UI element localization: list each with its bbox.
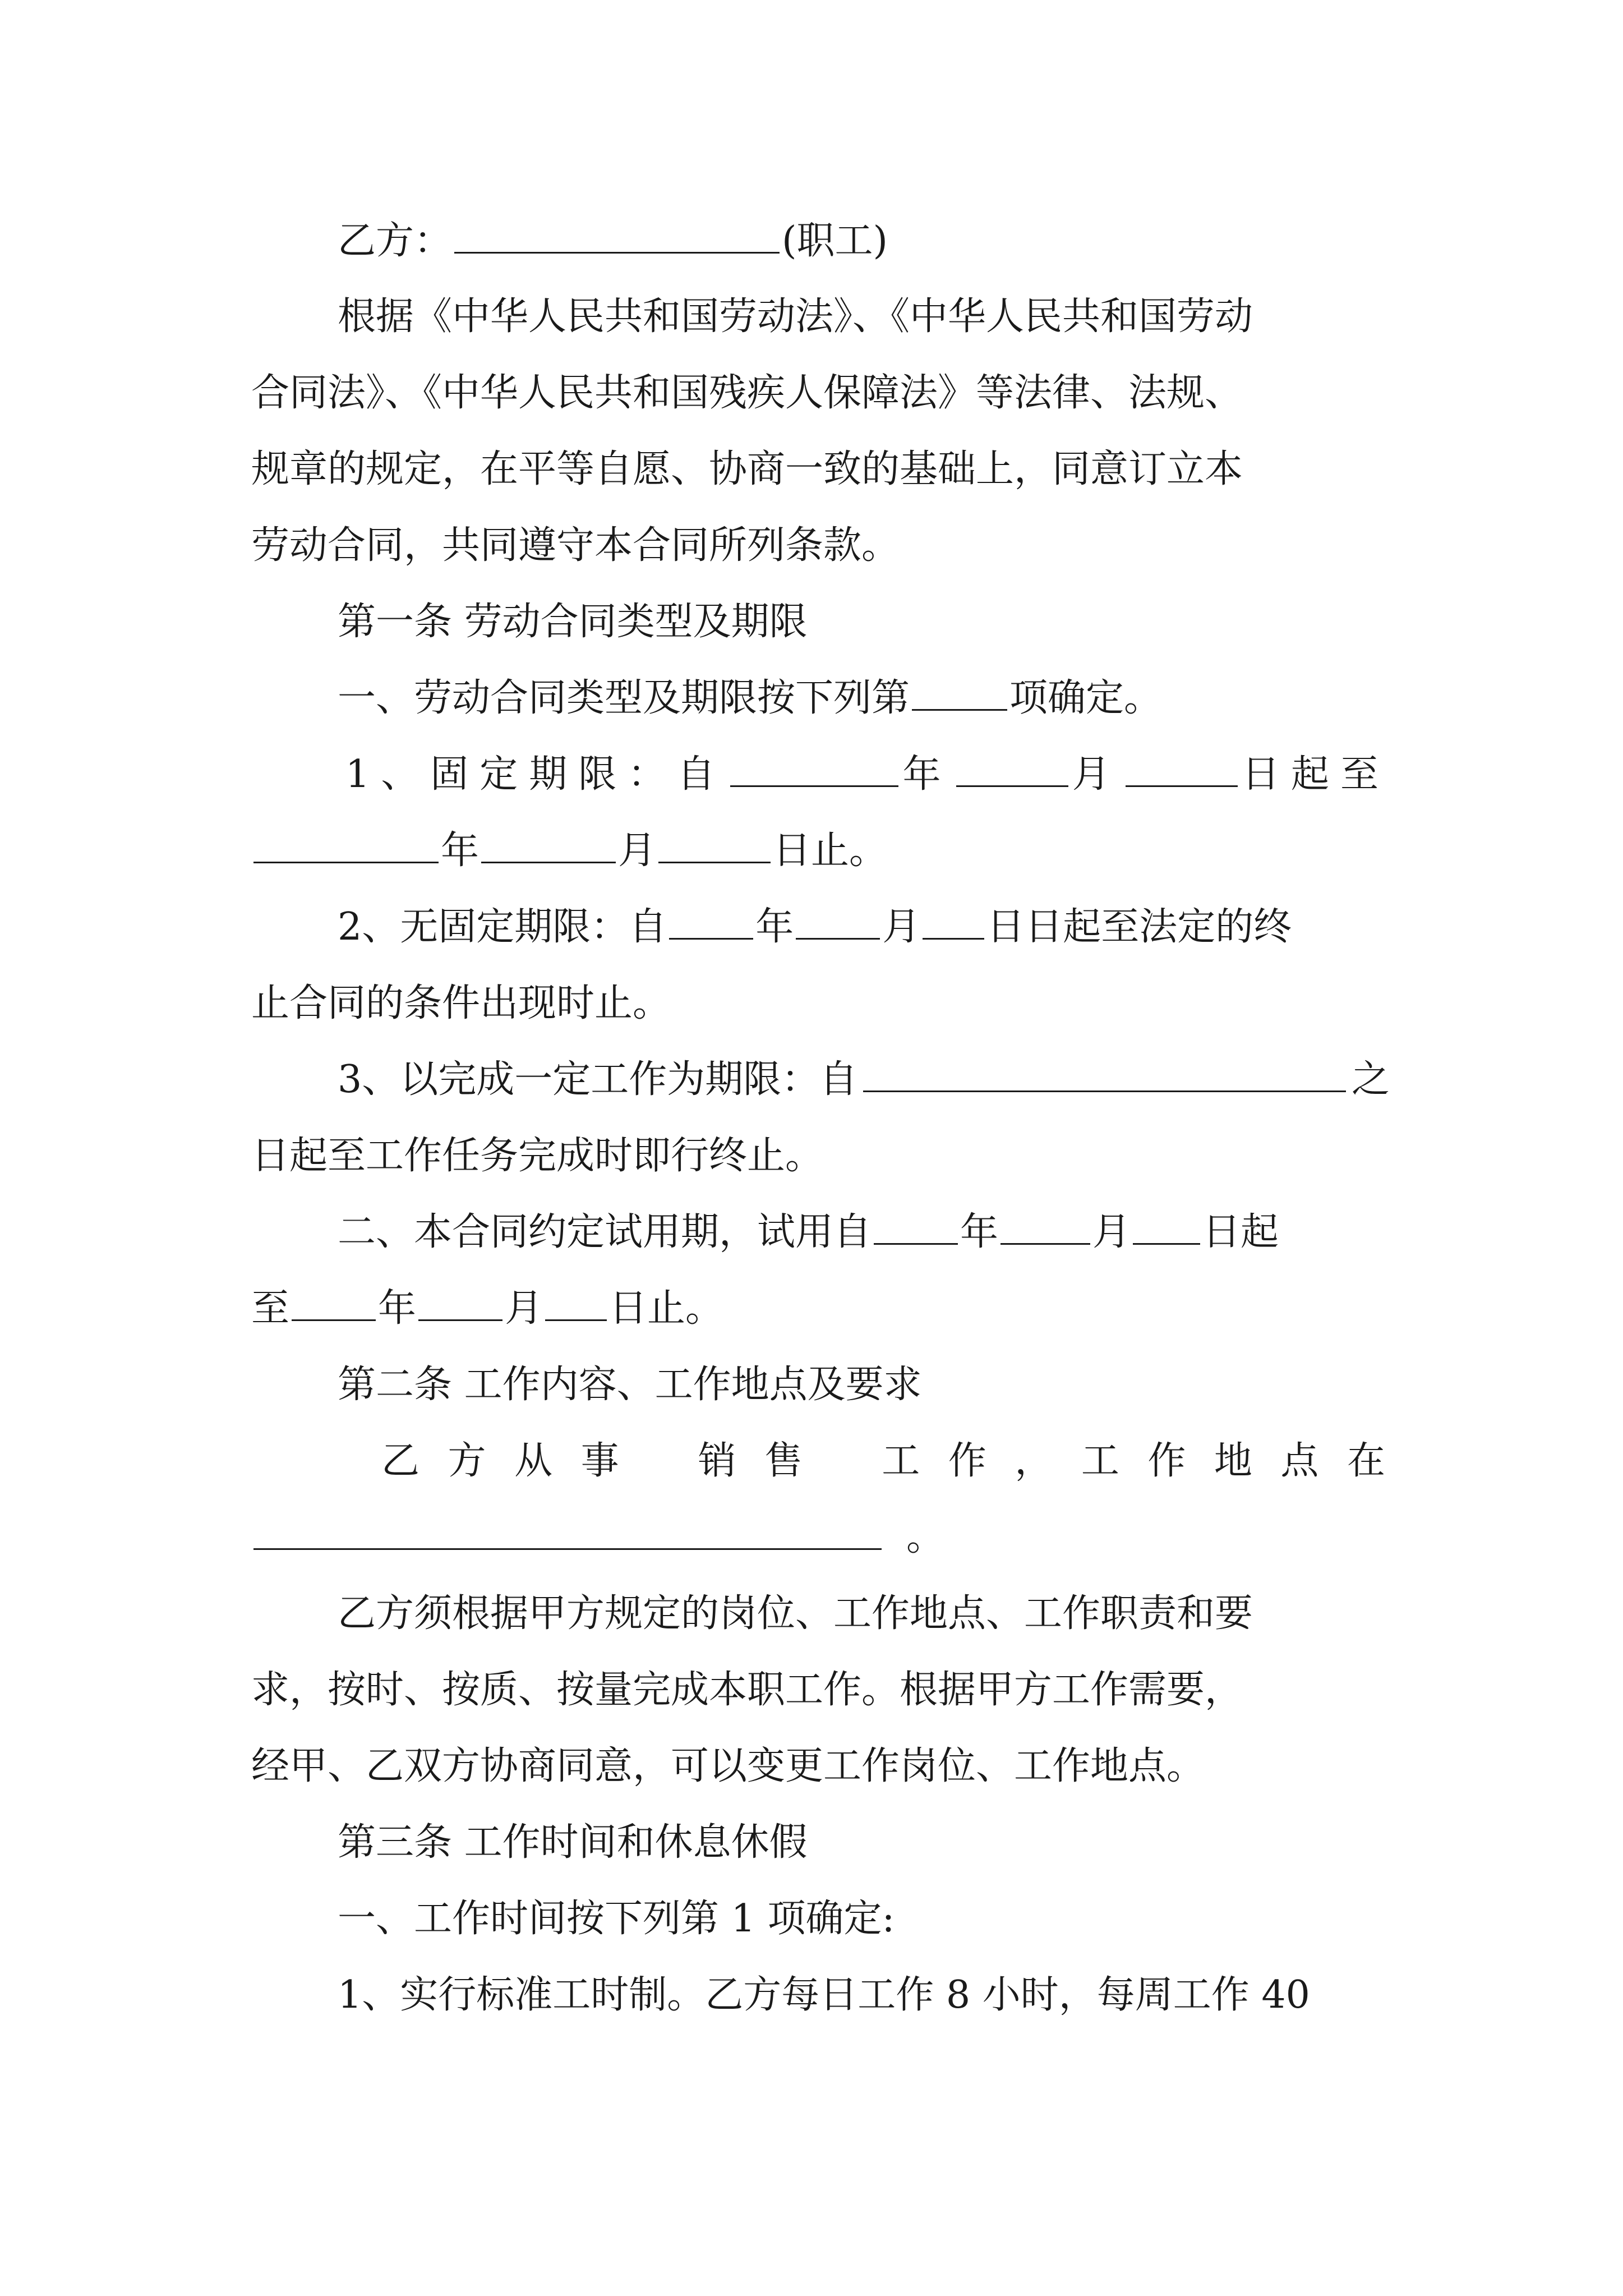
work-time-item: 一、工作时间按下列第 1 项确定: bbox=[338, 1897, 895, 1941]
party-b-suffix: (职工) bbox=[782, 219, 888, 263]
fixed-end-year-blank[interactable] bbox=[253, 822, 439, 863]
task-term-blank[interactable] bbox=[863, 1051, 1346, 1092]
party-b-line bbox=[338, 210, 1390, 272]
task-term-line-2: 日起至工作任务完成时即行终止。 bbox=[251, 1134, 824, 1178]
probation-end-year-blank[interactable] bbox=[292, 1280, 376, 1321]
article-3-title: 第三条 工作时间和休息休假 bbox=[338, 1820, 808, 1865]
article-2-title: 第二条 工作内容、工作地点及要求 bbox=[338, 1363, 922, 1407]
probation-start-month-blank[interactable] bbox=[1000, 1204, 1090, 1245]
duty-line-2: 求，按时、按质、按量完成本职工作。根据甲方工作需要， bbox=[251, 1668, 1243, 1712]
standard-hours-item: 1、实行标准工时制。乙方每日工作 8 小时，每周工作 40 bbox=[338, 1973, 1310, 2017]
article-1-title: 第一条 劳动合同类型及期限 bbox=[338, 600, 808, 644]
party-b-name-blank[interactable] bbox=[454, 213, 780, 254]
work-place-line: 。 bbox=[251, 1507, 1390, 1568]
contract-type-blank[interactable] bbox=[912, 670, 1007, 711]
fixed-start-month-blank[interactable] bbox=[956, 746, 1068, 787]
fixed-start-day-blank[interactable] bbox=[1126, 746, 1238, 787]
preamble-line-2: 合同法》、《中华人民共和国残疾人保障法》等法律、法规、 bbox=[251, 371, 1243, 415]
probation-line-2: 至 年 月 日止。 bbox=[251, 1278, 1390, 1340]
fixed-term-line-1: 1、固定期限：自 年 月 日起至 bbox=[345, 744, 1390, 806]
preamble-line-4: 劳动合同，共同遵守本合同所列条款。 bbox=[251, 523, 900, 568]
fixed-end-month-blank[interactable] bbox=[481, 822, 616, 863]
probation-start-year-blank[interactable] bbox=[874, 1204, 958, 1245]
probation-end-day-blank[interactable] bbox=[545, 1280, 607, 1321]
fixed-term-line-2: 年 月 日止。 bbox=[251, 820, 1390, 882]
unfixed-month-blank[interactable] bbox=[796, 899, 880, 940]
preamble-line-1: 根据《中华人民共和国劳动法》、《中华人民共和国劳动 bbox=[338, 295, 1253, 339]
unfixed-day-blank[interactable] bbox=[923, 899, 984, 940]
unfixed-term-line-1: 2、无固定期限：自 年 月 日日起至法定的终 bbox=[338, 896, 1390, 958]
party-b-label: 乙方： bbox=[338, 219, 453, 263]
contract-type-item: 一、劳动合同类型及期限按下列第 项确定。 bbox=[338, 668, 1390, 729]
preamble-line-3: 规章的规定，在平等自愿、协商一致的基础上，同意订立本 bbox=[251, 447, 1243, 491]
unfixed-term-line-2: 止合同的条件出现时止。 bbox=[251, 981, 671, 1025]
probation-line-1: 二、本合同约定试用期，试用自 年 月 日起 bbox=[338, 1202, 1390, 1263]
duty-line-3: 经甲、乙双方协商同意，可以变更工作岗位、工作地点。 bbox=[251, 1744, 1205, 1788]
probation-end-month-blank[interactable] bbox=[418, 1280, 502, 1321]
unfixed-year-blank[interactable] bbox=[669, 899, 753, 940]
fixed-start-year-blank[interactable] bbox=[730, 746, 898, 787]
job-line: 乙 方 从 事 销 售 工 作 ， 工 作 地 点 在 bbox=[381, 1430, 1385, 1492]
task-term-line-1: 3、以完成一定工作为期限：自 之 bbox=[338, 1049, 1390, 1111]
work-place-blank[interactable] bbox=[253, 1509, 882, 1550]
fixed-end-day-blank[interactable] bbox=[658, 822, 771, 863]
probation-start-day-blank[interactable] bbox=[1133, 1204, 1200, 1245]
duty-line-1: 乙方须根据甲方规定的岗位、工作地点、工作职责和要 bbox=[338, 1591, 1253, 1636]
job-title: 销 bbox=[698, 1439, 736, 1483]
